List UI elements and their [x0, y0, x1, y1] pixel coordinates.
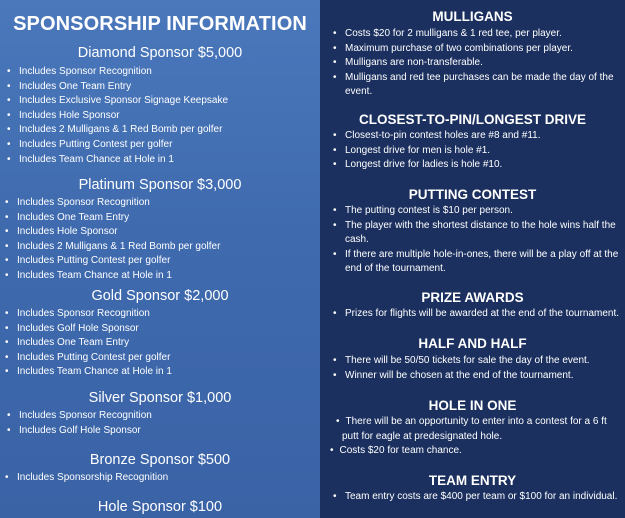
- list-item: • The player with the shortest distance to the hole wins half the cash.: [332, 219, 622, 248]
- list-item: • Includes Sponsor Recognition: [4, 307, 172, 322]
- list-item: • Includes Team Chance at Hole in 1: [4, 269, 220, 284]
- tier-list-bronze: [4, 471, 168, 486]
- putting-title: PUTTING CONTEST: [408, 187, 537, 202]
- putting-list: [332, 204, 622, 277]
- list-item: • Costs $20 for 2 mulligans & 1 red tee, per player.: [332, 27, 622, 42]
- list-item: • Includes Sponsor Recognition: [4, 196, 220, 211]
- holeinone-line1: • There will be an opportunity to enter into a contest for a 6 ft putt for eagle at predesignated hole.: [326, 415, 622, 444]
- list-item: • Maximum purchase of two combinations per player.: [332, 42, 622, 57]
- prizes-title: PRIZE AWARDS: [421, 290, 524, 305]
- list-item: • Includes Putting Contest per golfer: [4, 254, 220, 269]
- list-item: • Includes 2 Mulligans & 1 Red Bomb per golfer: [4, 240, 220, 255]
- list-item: • If there are multiple hole-in-ones, there will be a play off at the end of the tournament.: [332, 248, 622, 277]
- list-item: • There will be 50/50 tickets for sale the day of the event.: [332, 354, 622, 369]
- list-item: • Includes Exclusive Sponsor Signage Keepsake: [6, 94, 228, 109]
- list-item: • The putting contest is $10 per person.: [332, 204, 622, 219]
- list-item: • Includes One Team Entry: [4, 336, 172, 351]
- list-item: • Team entry costs are $400 per team or $100 for an individual.: [332, 490, 622, 505]
- tier-title-platinum: Platinum Sponsor $3,000: [78, 177, 242, 193]
- tier-list-diamond: [6, 65, 228, 167]
- tier-title-hole: Hole Sponsor $100: [97, 499, 223, 515]
- list-item: • Closest-to-pin contest holes are #8 and #11.: [332, 129, 622, 144]
- list-item: • Includes Hole Sponsor: [6, 109, 228, 124]
- list-item: • Prizes for flights will be awarded at the end of the tournament.: [332, 307, 622, 322]
- team-list: [332, 490, 622, 505]
- list-item: • Mulligans and red tee purchases can be made the day of the event.: [332, 71, 622, 100]
- list-item: • Includes One Team Entry: [6, 80, 228, 95]
- halfhalf-title: HALF AND HALF: [418, 336, 527, 351]
- tier-list-silver: [6, 409, 152, 438]
- list-item: • Includes Putting Contest per golfer: [4, 351, 172, 366]
- holeinone-block: [326, 415, 622, 459]
- tier-list-gold: [4, 307, 172, 380]
- tier-title-gold: Gold Sponsor $2,000: [91, 288, 229, 304]
- list-item: • Includes Golf Hole Sponsor: [4, 322, 172, 337]
- list-item: • Includes Golf Hole Sponsor: [6, 424, 152, 439]
- holeinone-title: HOLE IN ONE: [428, 398, 517, 413]
- halfhalf-list: [332, 354, 622, 383]
- tier-title-bronze: Bronze Sponsor $500: [89, 452, 231, 468]
- list-item: • Includes Sponsor Recognition: [6, 409, 152, 424]
- list-item: • Longest drive for ladies is hole #10.: [332, 158, 622, 173]
- prizes-list: [332, 307, 622, 322]
- team-title: TEAM ENTRY: [428, 473, 517, 488]
- list-item: • Includes One Team Entry: [4, 211, 220, 226]
- list-item: • Includes Sponsorship Recognition: [4, 471, 168, 486]
- list-item: • Longest drive for men is hole #1.: [332, 144, 622, 159]
- list-item: • Includes Putting Contest per golfer: [6, 138, 228, 153]
- tier-list-platinum: [4, 196, 220, 284]
- closest-list: [332, 129, 622, 173]
- list-item: • Winner will be chosen at the end of the tournament.: [332, 369, 622, 384]
- sponsorship-title: SPONSORSHIP INFORMATION: [13, 13, 307, 35]
- list-item: • Includes Team Chance at Hole in 1: [6, 153, 228, 168]
- list-item: • Includes Team Chance at Hole in 1: [4, 365, 172, 380]
- tier-title-diamond: Diamond Sponsor $5,000: [77, 45, 243, 61]
- mulligans-title: MULLIGANS: [432, 9, 513, 24]
- list-item: • Includes Sponsor Recognition: [6, 65, 228, 80]
- holeinone-line2: • Costs $20 for team chance.: [326, 444, 622, 459]
- list-item: • Includes Hole Sponsor: [4, 225, 220, 240]
- list-item: • Mulligans are non-transferable.: [332, 56, 622, 71]
- closest-title: CLOSEST-TO-PIN/LONGEST DRIVE: [358, 112, 587, 127]
- mulligans-list: [332, 27, 622, 100]
- tier-title-silver: Silver Sponsor $1,000: [88, 390, 232, 406]
- list-item: • Includes 2 Mulligans & 1 Red Bomb per golfer: [6, 123, 228, 138]
